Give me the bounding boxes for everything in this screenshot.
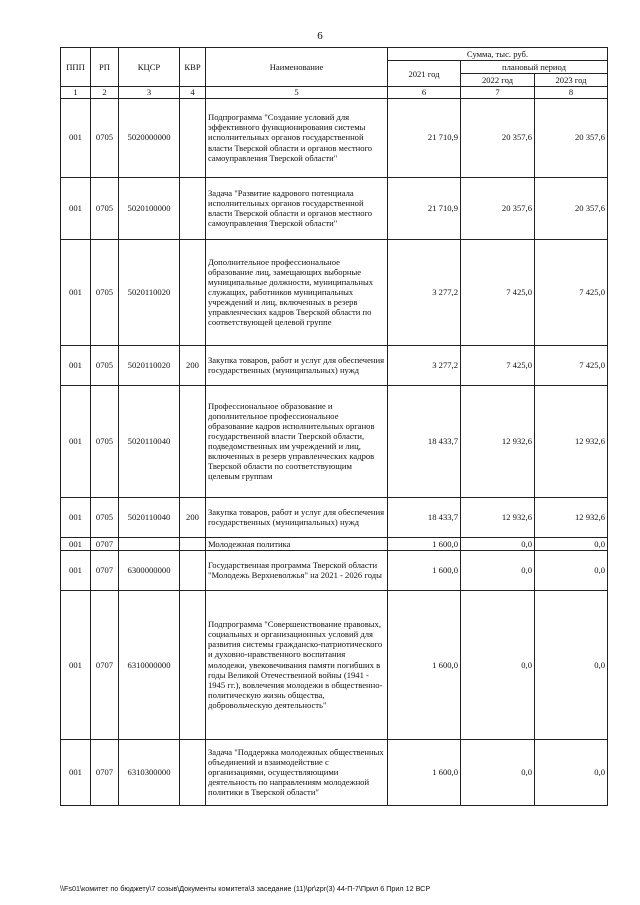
cell-2022: 0,0	[461, 590, 535, 739]
cell-2022: 20 357,6	[461, 98, 535, 177]
cell-kvr	[180, 537, 206, 550]
cell-ppp: 001	[61, 590, 91, 739]
cell-2021: 1 600,0	[388, 550, 461, 590]
header-planned-period: плановый период	[461, 61, 608, 74]
header-year-2023: 2023 год	[535, 74, 608, 87]
cell-name: Профессиональное образование и дополнительное профессиональное образование кадров исполнительных органов государственной власти Тверской области, подведомственных им учреждений и лиц, включенных в резерв управленческих кадров Тверской области по соответствующим целевым группам	[206, 385, 388, 497]
cell-ppp: 001	[61, 497, 91, 537]
cell-kcsr: 5020000000	[119, 98, 180, 177]
cell-rp: 0705	[91, 345, 119, 385]
cell-ppp: 001	[61, 739, 91, 805]
cell-kvr	[180, 385, 206, 497]
cell-2022: 0,0	[461, 537, 535, 550]
table-row	[61, 345, 608, 385]
cell-2023: 0,0	[535, 537, 608, 550]
cell-kvr	[180, 590, 206, 739]
cell-2022: 7 425,0	[461, 345, 535, 385]
cell-rp: 0705	[91, 239, 119, 345]
column-number: 2	[91, 87, 119, 98]
header-kcsr: КЦСР	[119, 48, 180, 87]
cell-2021: 18 433,7	[388, 497, 461, 537]
cell-kcsr: 5020110020	[119, 239, 180, 345]
cell-2022: 20 357,6	[461, 177, 535, 239]
cell-2021: 21 710,9	[388, 177, 461, 239]
cell-kcsr: 6310300000	[119, 739, 180, 805]
cell-ppp: 001	[61, 550, 91, 590]
cell-name: Закупка товаров, работ и услуг для обеспечения государственных (муниципальных) нужд	[206, 345, 388, 385]
cell-rp: 0707	[91, 550, 119, 590]
cell-name: Подпрограмма "Совершенствование правовых, социальных и организационных условий для развития системы гражданско-патриотического и духовно-нравственного воспитания молодежи, увековечивания памяти погибших в годы Великой Отечественной войны (1941 - 1945 гг.), вовлечения молодежи в общественно-политическую жизнь общества, добровольческую деятельность"	[206, 590, 388, 739]
cell-2023: 12 932,6	[535, 497, 608, 537]
cell-kvr	[180, 739, 206, 805]
cell-2023: 12 932,6	[535, 385, 608, 497]
cell-2023: 0,0	[535, 739, 608, 805]
cell-2023: 0,0	[535, 550, 608, 590]
cell-2021: 3 277,2	[388, 239, 461, 345]
header-ppp: ППП	[61, 48, 91, 87]
cell-name: Подпрограмма "Создание условий для эффективного функционирования системы исполнительных органов государственной власти Тверской области и органов местного самоуправления Тверской области"	[206, 98, 388, 177]
table-row	[61, 98, 608, 177]
cell-2023: 20 357,6	[535, 98, 608, 177]
table-header	[61, 48, 608, 99]
cell-name: Задача "Поддержка молодежных общественных объединений и взаимодействие с организациями, осуществляющими деятельность по направлениям молодежной политики в Тверской области"	[206, 739, 388, 805]
cell-kcsr: 6310000000	[119, 590, 180, 739]
budget-table	[60, 47, 608, 806]
table-row	[61, 239, 608, 345]
table-row	[61, 177, 608, 239]
cell-name: Задача "Развитие кадрового потенциала исполнительных органов государственной власти Тверской области и органов местного самоуправления Тверской области"	[206, 177, 388, 239]
cell-2021: 3 277,2	[388, 345, 461, 385]
header-kvr: КВР	[180, 48, 206, 87]
cell-rp: 0705	[91, 385, 119, 497]
cell-2022: 0,0	[461, 550, 535, 590]
cell-2021: 1 600,0	[388, 537, 461, 550]
column-number: 1	[61, 87, 91, 98]
table-row	[61, 385, 608, 497]
cell-rp: 0705	[91, 98, 119, 177]
cell-ppp: 001	[61, 98, 91, 177]
table-row	[61, 590, 608, 739]
cell-2023: 20 357,6	[535, 177, 608, 239]
cell-kvr	[180, 98, 206, 177]
cell-name: Дополнительное профессиональное образование лиц, замещающих выборные муниципальные должности, муниципальных служащих, работников муниципальных учреждений и лиц, включенных в резерв управленческих кадров Тверской области по соответствующей целевой группе	[206, 239, 388, 345]
header-sum: Сумма, тыс. руб.	[388, 48, 608, 61]
table-row	[61, 537, 608, 550]
column-number: 8	[535, 87, 608, 98]
cell-kcsr: 5020110040	[119, 497, 180, 537]
cell-kcsr: 6300000000	[119, 550, 180, 590]
cell-2023: 7 425,0	[535, 345, 608, 385]
cell-ppp: 001	[61, 239, 91, 345]
cell-name: Государственная программа Тверской области "Молодежь Верхневолжья" на 2021 - 2026 годы	[206, 550, 388, 590]
column-number: 6	[388, 87, 461, 98]
table-body	[61, 98, 608, 805]
header-name: Наименование	[206, 48, 388, 87]
header-year-2021: 2021 год	[388, 61, 461, 87]
cell-ppp: 001	[61, 537, 91, 550]
cell-2021: 21 710,9	[388, 98, 461, 177]
cell-kvr	[180, 239, 206, 345]
cell-2023: 7 425,0	[535, 239, 608, 345]
cell-ppp: 001	[61, 177, 91, 239]
cell-kcsr: 5020110020	[119, 345, 180, 385]
cell-kvr	[180, 177, 206, 239]
table-row	[61, 497, 608, 537]
cell-kvr: 200	[180, 345, 206, 385]
column-number: 7	[461, 87, 535, 98]
cell-ppp: 001	[61, 345, 91, 385]
page-number: 6	[317, 30, 323, 42]
cell-kcsr	[119, 537, 180, 550]
column-number-row	[61, 87, 608, 98]
cell-2022: 12 932,6	[461, 385, 535, 497]
header-year-2022: 2022 год	[461, 74, 535, 87]
cell-2021: 18 433,7	[388, 385, 461, 497]
cell-2022: 7 425,0	[461, 239, 535, 345]
table-row	[61, 550, 608, 590]
cell-2021: 1 600,0	[388, 739, 461, 805]
cell-kvr	[180, 550, 206, 590]
cell-kvr: 200	[180, 497, 206, 537]
cell-2021: 1 600,0	[388, 590, 461, 739]
cell-kcsr: 5020100000	[119, 177, 180, 239]
cell-2022: 12 932,6	[461, 497, 535, 537]
footer-file-path: \\Fs01\комитет по бюджету\7 созыв\Документы комитета\3 заседание (11)\pr\zpr(3) 44-П-7\Прил 6 Прил 12 ВСР	[60, 884, 431, 893]
column-number: 3	[119, 87, 180, 98]
column-number: 5	[206, 87, 388, 98]
cell-rp: 0705	[91, 177, 119, 239]
cell-name: Молодежная политика	[206, 537, 388, 550]
cell-name: Закупка товаров, работ и услуг для обеспечения государственных (муниципальных) нужд	[206, 497, 388, 537]
header-rp: РП	[91, 48, 119, 87]
cell-2022: 0,0	[461, 739, 535, 805]
cell-2023: 0,0	[535, 590, 608, 739]
cell-kcsr: 5020110040	[119, 385, 180, 497]
cell-rp: 0707	[91, 739, 119, 805]
column-number: 4	[180, 87, 206, 98]
cell-rp: 0707	[91, 537, 119, 550]
cell-rp: 0705	[91, 497, 119, 537]
table-row	[61, 739, 608, 805]
cell-rp: 0707	[91, 590, 119, 739]
cell-ppp: 001	[61, 385, 91, 497]
